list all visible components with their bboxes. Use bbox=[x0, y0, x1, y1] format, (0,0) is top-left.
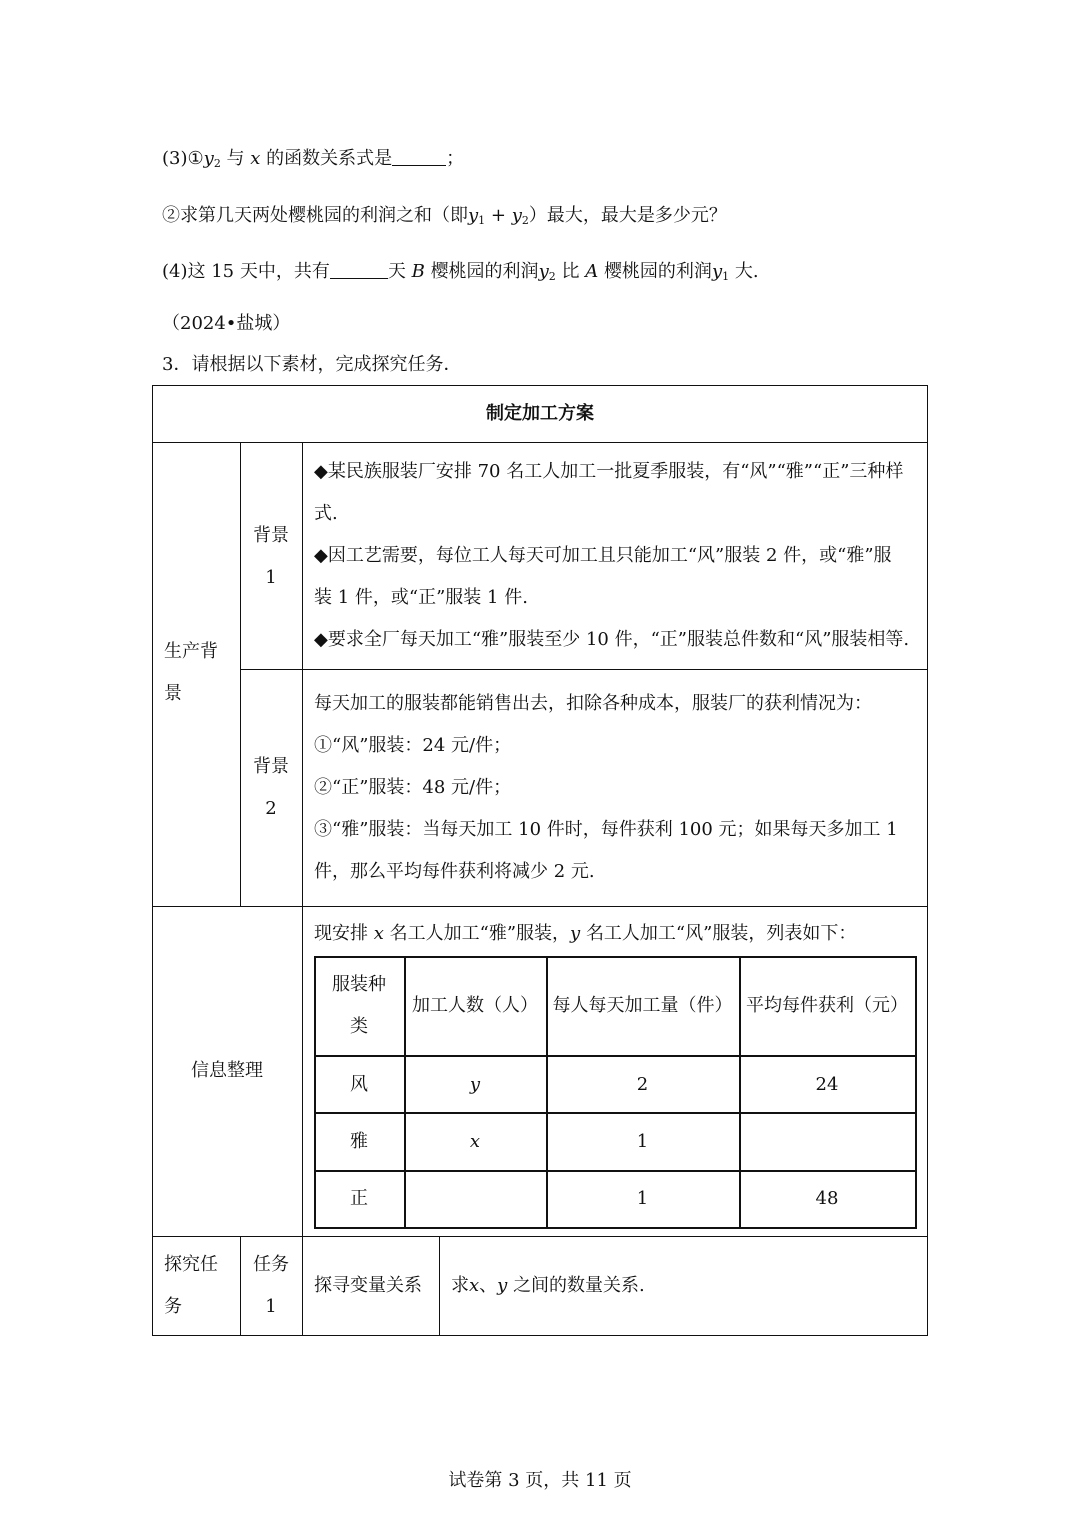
row-zheng-profit: 48 bbox=[815, 1188, 839, 1209]
header-per-day: 每人每天加工量（件） bbox=[552, 995, 733, 1016]
header-workers: 加工人数（人） bbox=[412, 995, 538, 1016]
section-explore-task: 探究任 务 bbox=[164, 1254, 218, 1317]
background-1-content bbox=[314, 451, 909, 661]
row-ya-workers: x bbox=[469, 1131, 481, 1152]
task-1-description: 求x、y 之间的数量关系. bbox=[451, 1275, 645, 1296]
row-feng-profit: 24 bbox=[815, 1074, 839, 1095]
bg2-line: 每天加工的服装都能销售出去，扣除各种成本，服装厂的获利情况为： bbox=[314, 693, 872, 714]
row-feng-kind: 风 bbox=[350, 1074, 368, 1095]
question-4: (4)这 15 天中，共有 天 B 樱桃园的利润$y_2$ 比 A 樱桃园的利润$y_1$ 大. bbox=[162, 261, 759, 283]
background-2-label: 背景 2 bbox=[253, 756, 289, 819]
bg1-line: ◆因工艺需要，每位工人每天可加工且只能加工“风”服装 2 件，或“雅”服 bbox=[314, 545, 892, 566]
row-ya-per-day: 1 bbox=[636, 1131, 649, 1152]
row-zheng-kind: 正 bbox=[350, 1188, 368, 1209]
bg2-line: ③“雅”服装：当每天加工 10 件时，每件获利 100 元；如果每天多加工 1 bbox=[314, 819, 898, 840]
bg1-line: 式. bbox=[314, 503, 338, 524]
section-production-background: 生产背 景 bbox=[164, 641, 218, 704]
answer-blank bbox=[330, 260, 388, 279]
row-feng-workers: y bbox=[469, 1074, 481, 1095]
bg2-line: 件，那么平均每件获利将减少 2 元. bbox=[314, 861, 595, 882]
header-profit: 平均每件获利（元） bbox=[746, 995, 908, 1016]
task-1-name: 探寻变量关系 bbox=[314, 1275, 422, 1296]
bg1-line: ◆某民族服装厂安排 70 名工人加工一批夏季服装，有“风”“雅”“正”三种样 bbox=[314, 461, 904, 482]
section-info: 信息整理 bbox=[191, 1060, 263, 1081]
row-zheng-per-day: 1 bbox=[636, 1188, 649, 1209]
background-1-label: 背景 1 bbox=[253, 525, 289, 588]
page-footer: 试卷第 3 页，共 11 页 bbox=[448, 1470, 632, 1491]
answer-blank bbox=[392, 147, 446, 166]
table-title: 制定加工方案 bbox=[486, 403, 594, 424]
bg2-line: ①“风”服装：24 元/件； bbox=[314, 735, 512, 756]
header-kind: 服装种 类 bbox=[332, 974, 386, 1037]
bg2-line: ②“正”服装：48 元/件； bbox=[314, 777, 512, 798]
row-ya-kind: 雅 bbox=[350, 1131, 368, 1152]
bg1-line: ◆要求全厂每天加工“雅”服装至少 10 件，“正”服装总件数和“风”服装相等. bbox=[314, 629, 910, 650]
row-feng-per-day: 2 bbox=[636, 1074, 649, 1095]
question-3-heading: 3．请根据以下素材，完成探究任务． bbox=[162, 354, 462, 375]
bg1-line: 装 1 件，或“正”服装 1 件. bbox=[314, 587, 528, 608]
info-intro: 现安排 x 名工人加工“雅”服装，y 名工人加工“风”服装，列表如下： bbox=[314, 923, 857, 944]
source-label: （2024•盐城） bbox=[162, 313, 291, 334]
background-2-content bbox=[314, 683, 898, 893]
question-3-part-1: $(3)①y_2$ 与 x 的函数关系式是 ； bbox=[162, 148, 465, 170]
task-1-label: 任务 1 bbox=[253, 1254, 289, 1317]
question-3-part-2: ②求第几天两处樱桃园的利润之和（即$y_1 + y_2$）最大，最大是多少元？ bbox=[162, 205, 727, 227]
